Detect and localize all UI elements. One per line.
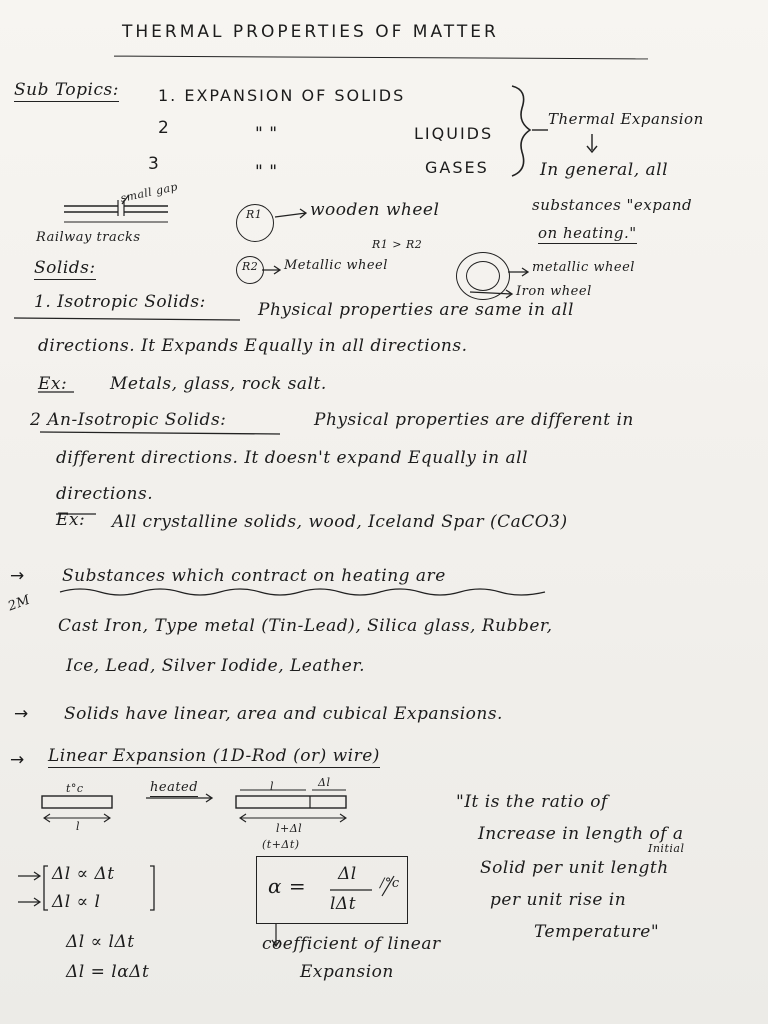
contract-arrow: → xyxy=(10,566,25,586)
anisotropic-example-label: Ex: xyxy=(56,510,86,530)
new-temperature-label: (t+Δt) xyxy=(262,838,300,851)
margin-note-2m: 2M xyxy=(6,592,33,615)
definition-line-3: Solid per unit length xyxy=(480,858,669,878)
formula-numerator: Δl xyxy=(338,864,357,884)
rod-length: l xyxy=(76,820,81,833)
iron-wheel-label: Iron wheel xyxy=(516,284,592,299)
anisotropic-line-3: directions. xyxy=(56,484,154,504)
delta-l-label: Δl xyxy=(318,776,331,789)
subtopic-label: Sub Topics: xyxy=(14,80,119,100)
general-note-line-3: on heating." xyxy=(538,224,637,242)
total-length-label: l+Δl xyxy=(276,822,303,835)
isotropic-example-label: Ex: xyxy=(38,374,68,394)
expansions-arrow: → xyxy=(14,704,29,724)
formula-alpha: α = xyxy=(268,874,307,898)
isotropic-example: Metals, glass, rock salt. xyxy=(110,374,327,394)
coefficient-label-1: coefficient of linear xyxy=(262,934,441,954)
result-equation: Δl = lαΔt xyxy=(66,962,150,982)
general-note-line-1: In general, all xyxy=(540,160,669,180)
definition-line-5: Temperature" xyxy=(534,922,660,942)
contract-line-2: Ice, Lead, Silver Iodide, Leather. xyxy=(66,656,366,676)
railway-tracks-label: Railway tracks xyxy=(36,230,141,245)
contract-heading: Substances which contract on heating are xyxy=(62,566,446,586)
r2-label: R2 xyxy=(242,260,259,273)
page-title: THERMAL PROPERTIES OF MATTER xyxy=(122,22,499,42)
general-note-line-2: substances "expand xyxy=(532,196,693,214)
definition-line-4: per unit rise in xyxy=(490,890,627,910)
subtopic-item-1: 1. EXPANSION OF SOLIDS xyxy=(158,86,406,105)
subtopic-item-3-text: GASES xyxy=(425,158,489,177)
result-proportional: Δl ∝ lΔt xyxy=(66,932,135,952)
rod2-length: l xyxy=(270,780,275,793)
formula-unit: /°c xyxy=(380,876,400,891)
isotropic-label: 1. Isotropic Solids: xyxy=(34,292,206,312)
subtopic-item-3-ditto: " " xyxy=(255,162,278,182)
rod-temperature: t°c xyxy=(66,782,84,795)
subtopic-item-3-number: 3 xyxy=(148,154,160,174)
isotropic-line-1: Physical properties are same in all xyxy=(258,300,574,320)
solids-heading: Solids: xyxy=(34,258,96,278)
proportional-temp: Δl ∝ Δt xyxy=(52,864,115,884)
definition-initial: Initial xyxy=(648,842,685,855)
isotropic-line-2: directions. It Expands Equally in all directions. xyxy=(38,336,468,356)
inner-ring-circle xyxy=(466,261,500,291)
subtopic-item-2-text: LIQUIDS xyxy=(414,124,494,143)
linear-arrow: → xyxy=(10,750,25,770)
subtopic-item-2-ditto: " " xyxy=(255,124,278,144)
definition-line-1: "It is the ratio of xyxy=(456,792,608,812)
expansions-line: Solids have linear, area and cubical Expansions. xyxy=(64,704,503,724)
anisotropic-example: All crystalline solids, wood, Iceland Spar (CaCO3) xyxy=(112,512,568,532)
wooden-wheel-label: wooden wheel xyxy=(310,200,440,220)
anisotropic-line-1: Physical properties are different in xyxy=(314,410,634,430)
radius-comparison: R1 > R2 xyxy=(372,238,423,251)
metallic-wheel-2-label: metallic wheel xyxy=(532,260,635,275)
proportional-length: Δl ∝ l xyxy=(52,892,101,912)
anisotropic-label: 2 An-Isotropic Solids: xyxy=(30,410,227,430)
r1-label: R1 xyxy=(246,208,263,221)
thermal-expansion-label: Thermal Expansion xyxy=(548,110,704,128)
small-gap-label: small gap xyxy=(119,180,180,205)
metallic-wheel-label: Metallic wheel xyxy=(284,258,388,273)
subtopic-item-2-number: 2 xyxy=(158,118,170,138)
coefficient-label-2: Expansion xyxy=(300,962,394,982)
contract-line-1: Cast Iron, Type metal (Tin-Lead), Silica glass, Rubber, xyxy=(58,616,553,636)
linear-heading: Linear Expansion (1D-Rod (or) wire) xyxy=(48,746,380,766)
heated-label: heated xyxy=(150,780,199,795)
definition-line-2: Increase in length of a xyxy=(478,824,684,844)
formula-denominator: lΔt xyxy=(330,894,357,914)
anisotropic-line-2: different directions. It doesn't expand Equally in all xyxy=(56,448,529,468)
